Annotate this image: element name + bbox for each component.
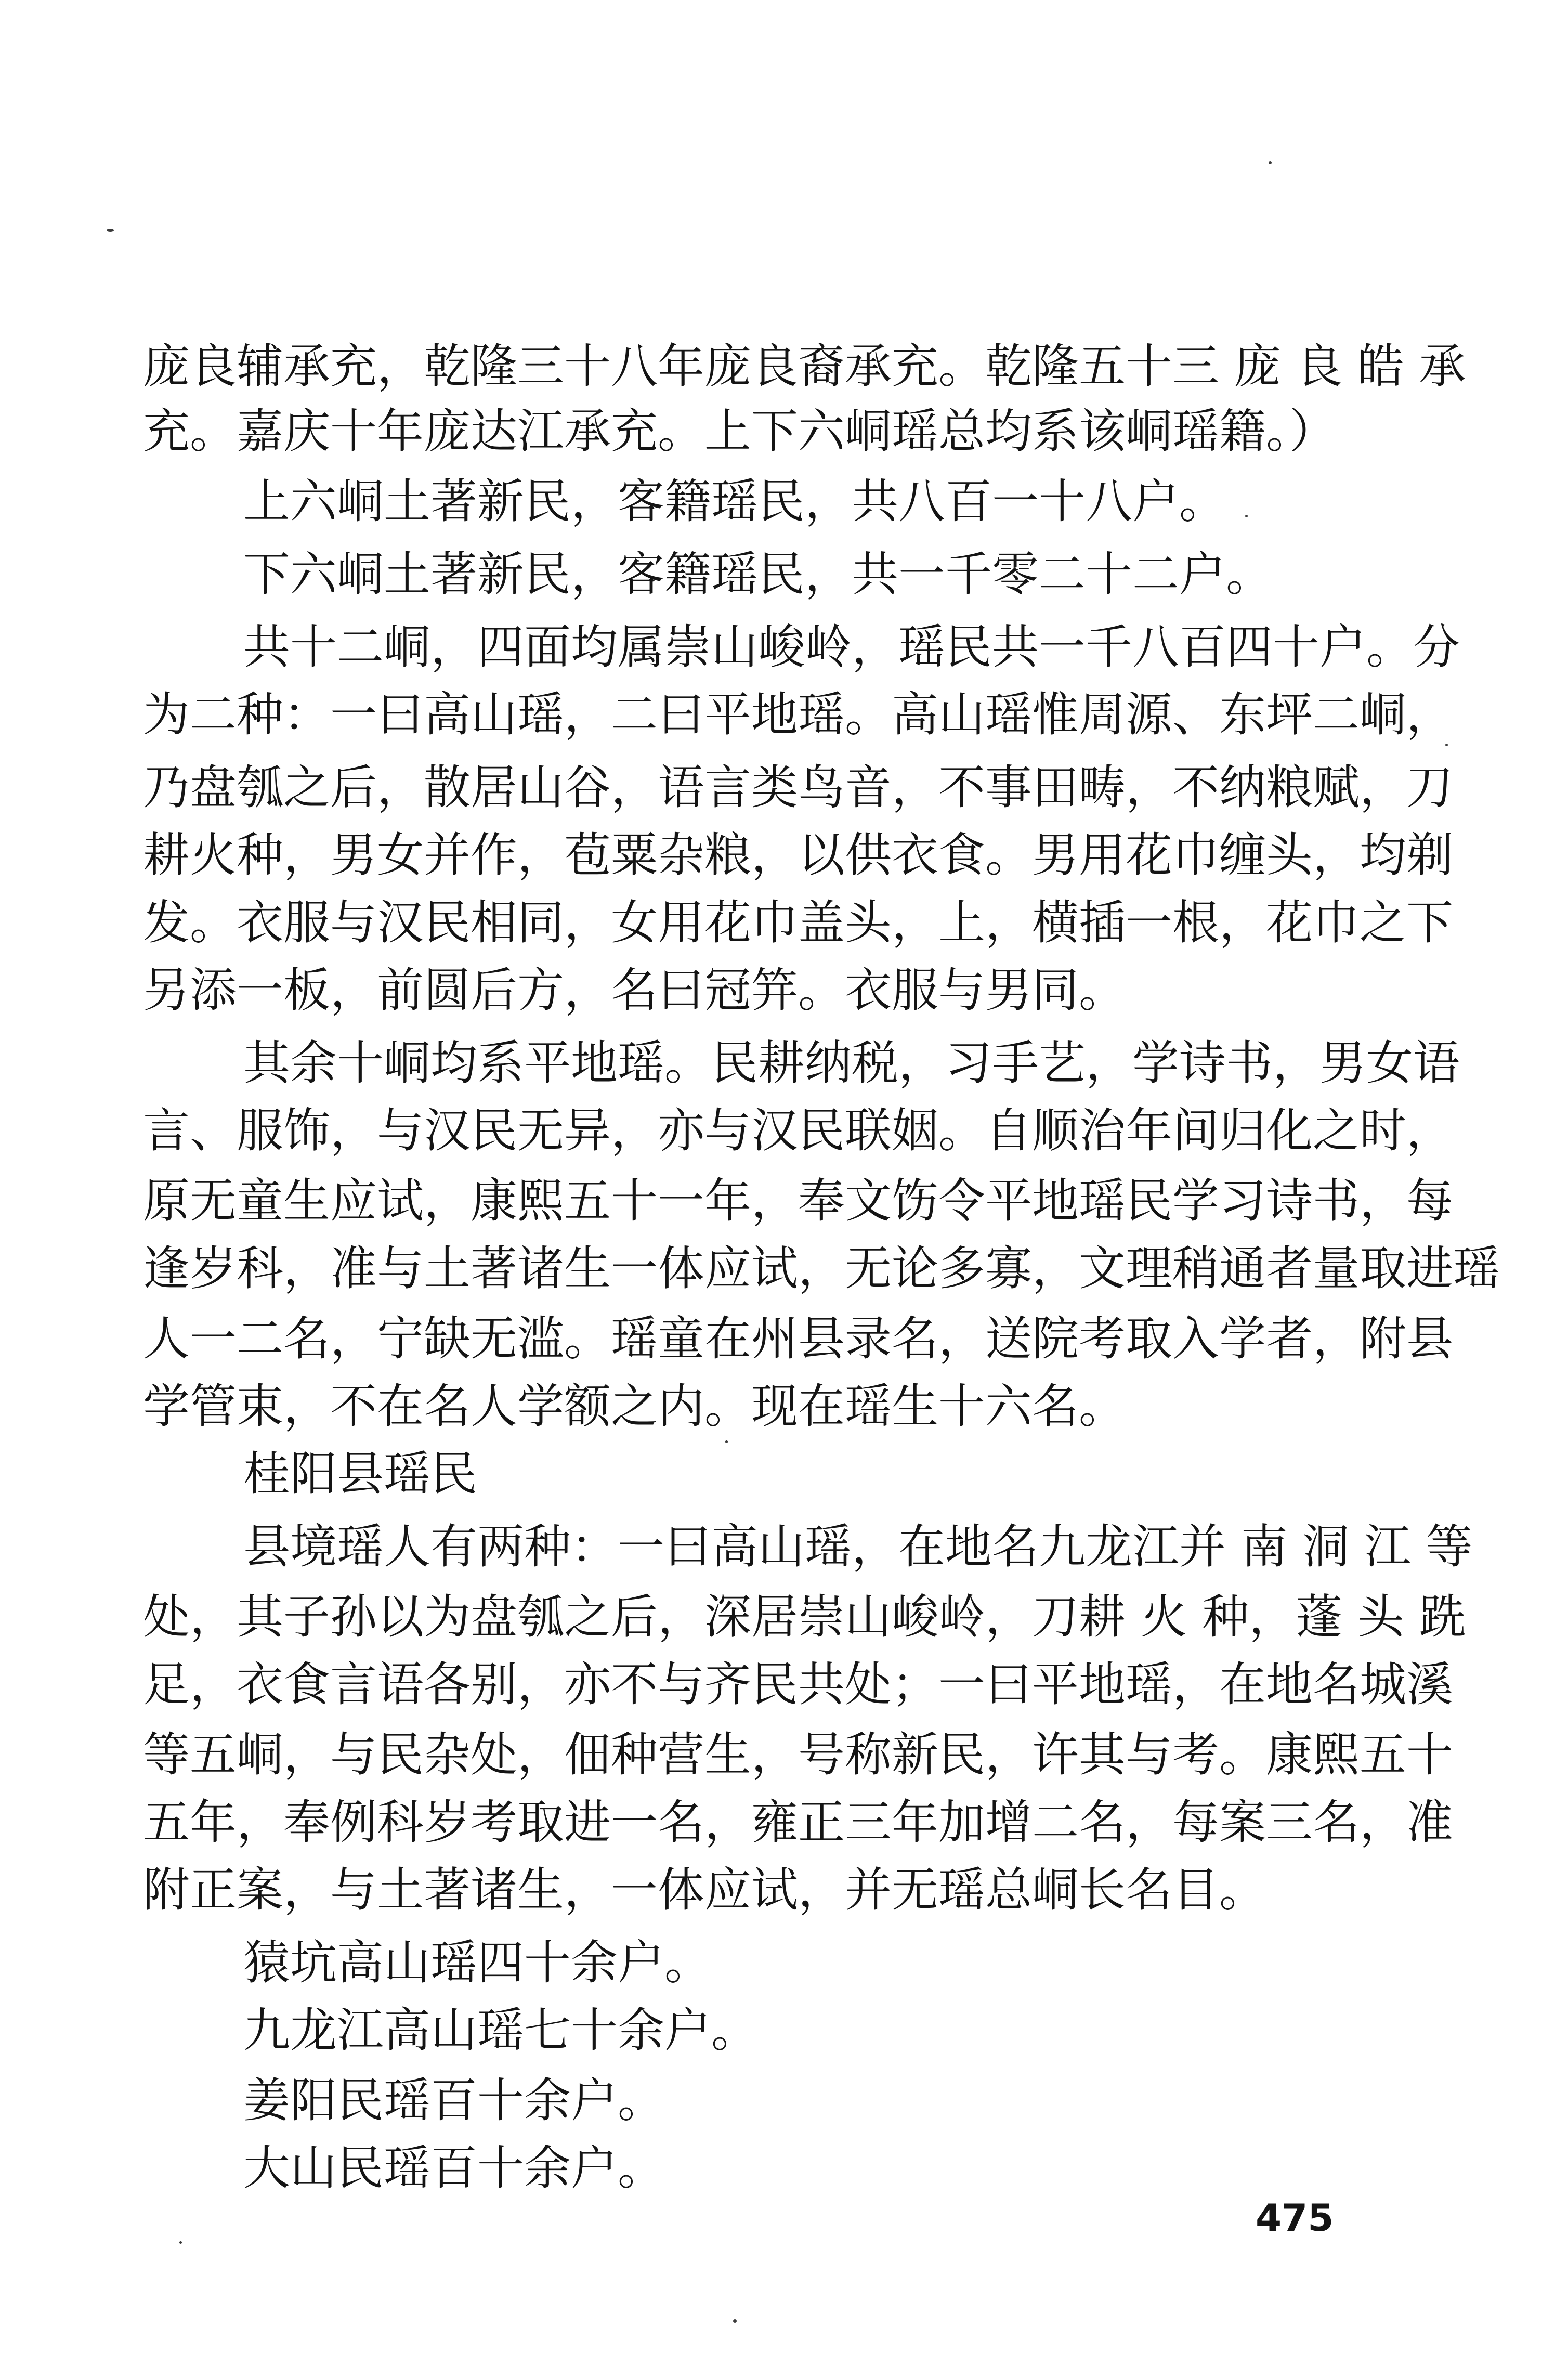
text-line: 县境瑶人有两种：一曰高山瑶，在地名九龙江并 南 洞 江 等 [243, 1519, 1473, 1574]
page-number: 475 [1256, 2196, 1334, 2240]
text-line: 处，其子孙以为盘瓠之后，深居崇山峻岭，刀耕 火 种，蓬 头 跣 [143, 1590, 1466, 1644]
text-line: 发。衣服与汉民相同，女用花巾盖头，上，横插一根，花巾之下 [143, 895, 1453, 950]
scan-speck [1269, 161, 1272, 164]
text-line: 足，衣食言语各别，亦不与齐民共处；一曰平地瑶，在地名城溪 [143, 1657, 1453, 1712]
text-line: 大山民瑶百十余户。 [243, 2141, 664, 2195]
section-heading: 桂阳县瑶民 [243, 1447, 477, 1501]
text-line: 乃盘瓠之后，散居山谷，语言类鸟音，不事田畴，不纳粮赋，刀 [143, 760, 1453, 815]
text-line: 姜阳民瑶百十余户。 [243, 2073, 664, 2128]
text-line: 人一二名，宁缺无滥。瑶童在州县录名，送院考取入学者，附县 [143, 1311, 1453, 1366]
text-line: 九龙江高山瑶七十余户。 [243, 2003, 758, 2058]
scan-speck [107, 229, 114, 232]
scan-speck [1245, 515, 1248, 517]
text-line: 等五峒，与民杂处，佃种营生，号称新民，许其与考。康熙五十 [143, 1727, 1453, 1782]
text-line: 学管束，不在名人学额之内。现在瑶生十六名。 [143, 1379, 1126, 1434]
text-line: 附正案，与土著诸生，一体应试，并无瑶总峒长名目。 [143, 1863, 1266, 1917]
text-line: 猿坑高山瑶四十余户。 [243, 1935, 711, 1990]
text-line: 其余十峒均系平地瑶。民耕纳税，习手艺，学诗书，男女语 [243, 1036, 1460, 1090]
text-line: 上六峒土著新民，客籍瑶民，共八百一十八户。 [243, 474, 1226, 529]
text-line: 耕火种，男女并作，苞粟杂粮，以供衣食。男用花巾缠头，均剃 [143, 828, 1453, 882]
text-line: 共十二峒，四面均属崇山峻岭，瑶民共一千八百四十户。分 [243, 620, 1460, 674]
text-line: 庞良辅承充，乾隆三十八年庞良裔承充。乾隆五十三 庞 良 皓 承 [143, 339, 1466, 394]
scan-speck [725, 1440, 728, 1443]
text-line: 下六峒土著新民，客籍瑶民，共一千零二十二户。 [243, 547, 1273, 602]
text-line: 原无童生应试，康熙五十一年，奉文饬令平地瑶民学习诗书，每 [143, 1174, 1453, 1228]
text-line: 另添一板，前圆后方，名曰冠笄。衣服与男同。 [143, 963, 1126, 1018]
text-line: 逢岁科，准与土著诸生一体应试，无论多寡，文理稍通者量取进瑶 [143, 1241, 1500, 1296]
text-line: 五年，奉例科岁考取进一名，雍正三年加增二名，每案三名，准 [143, 1795, 1453, 1850]
text-line: 充。嘉庆十年庞达江承充。上下六峒瑶总均系该峒瑶籍。） [143, 404, 1336, 459]
text-line: 言、服饰，与汉民无异，亦与汉民联姻。自顺治年间归化之时， [143, 1103, 1453, 1158]
scan-speck [179, 2241, 182, 2244]
scan-speck [1445, 744, 1448, 746]
text-line: 为二种：一曰高山瑶，二曰平地瑶。高山瑶惟周源、东坪二峒， [143, 687, 1453, 742]
scan-speck [733, 2319, 737, 2323]
